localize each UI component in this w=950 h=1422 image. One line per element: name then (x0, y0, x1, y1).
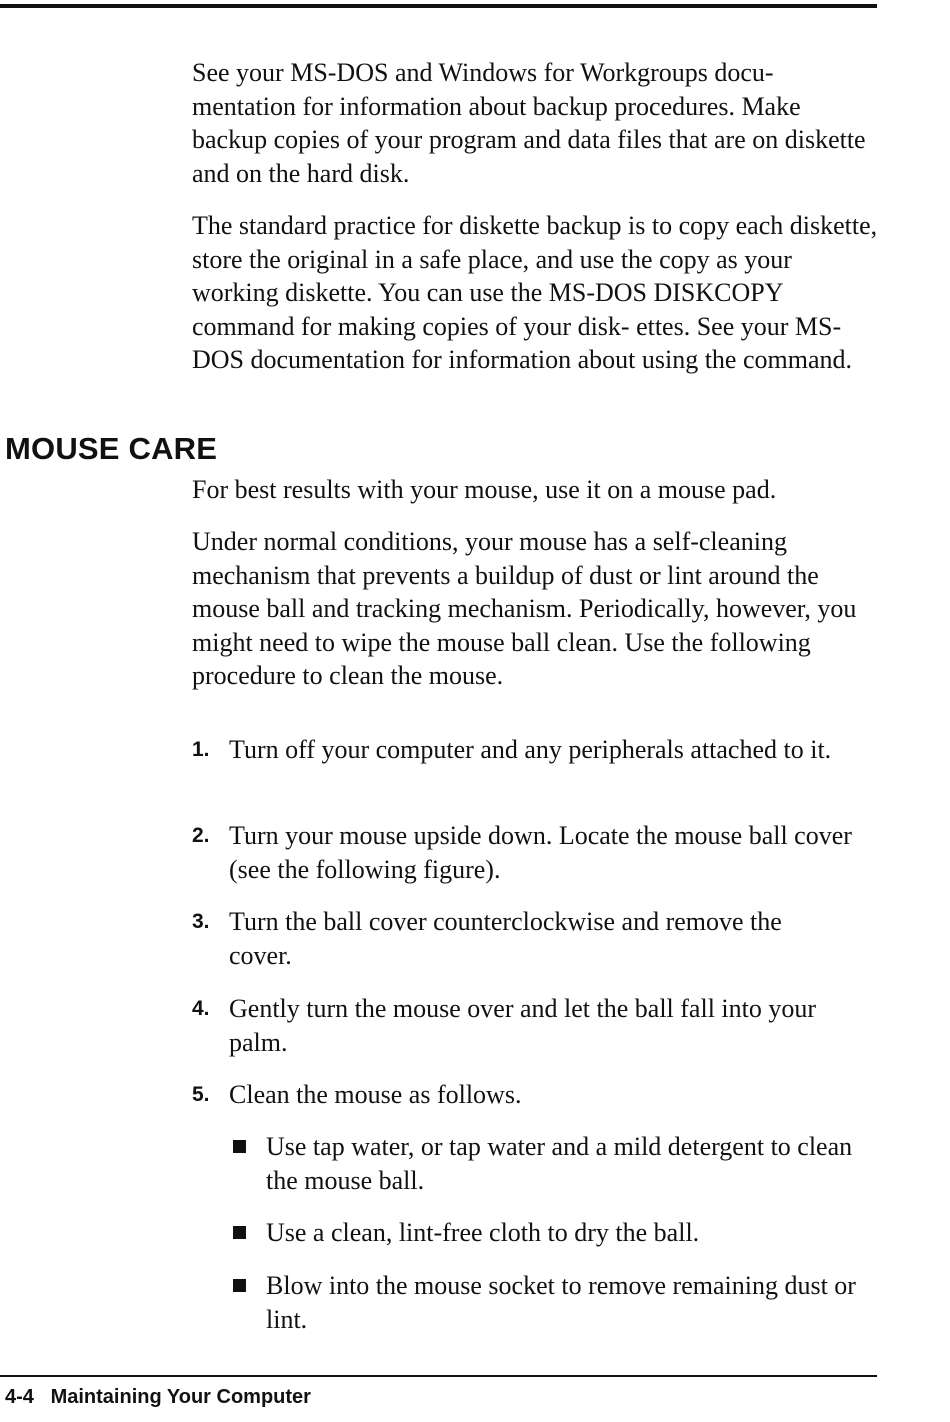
bullet-text: Use a clean, lint-free cloth to dry the ball. (266, 1218, 700, 1247)
step-number: 1. (192, 738, 210, 761)
mouse-care-intro: For best results with your mouse, use it on a mouse pad. (192, 475, 777, 504)
top-rule (0, 4, 877, 8)
step-text: Clean the mouse as follows. (229, 1080, 522, 1109)
page-number: 4-4 (5, 1386, 34, 1408)
step-number: 4. (192, 997, 210, 1020)
bottom-rule (0, 1375, 877, 1377)
chapter-title: Maintaining Your Computer (50, 1386, 311, 1408)
square-bullet-icon (233, 1140, 246, 1153)
step-text: Turn off your computer and any peripherals attached to it. (229, 735, 832, 764)
step-number: 2. (192, 824, 210, 847)
step-text: Turn your mouse upside down. Locate the mouse ball cover (see the following figure). (229, 821, 852, 884)
section-heading-mouse-care: MOUSE CARE (5, 431, 218, 466)
bullet-text: Use tap water, or tap water and a mild detergent to clean the mouse ball. (266, 1132, 853, 1195)
backup-paragraph-2: The standard practice for diskette backup is to copy each diskette, store the original in a safe place, and use the copy as your working diskette. You can use the MS-DOS DISKCOPY command for making copies of your disk- ettes. See your MS-DOS documentation for information about using the command. (192, 211, 878, 375)
mouse-care-paragraph: Under normal conditions, your mouse has a self-cleaning mechanism that prevents a buildup of dust or lint around the mouse ball and tracking mechanism. Periodically, however, you might need to wipe the mouse ball clean. Use the following procedure to clean the mouse. (192, 527, 857, 691)
step-number: 5. (192, 1083, 210, 1106)
step-text: Gently turn the mouse over and let the ball fall into your palm. (229, 994, 817, 1057)
bullet-text: Blow into the mouse socket to remove remaining dust or lint. (266, 1271, 856, 1334)
square-bullet-icon (233, 1226, 246, 1239)
backup-paragraph-1: See your MS-DOS and Windows for Workgroups docu- mentation for information about backup procedures. Make backup copies of your program and data files that are on diskette and on the hard disk. (192, 58, 866, 188)
square-bullet-icon (233, 1279, 246, 1292)
step-text: Turn the ball cover counterclockwise and remove the cover. (229, 907, 782, 970)
step-number: 3. (192, 910, 210, 933)
page-footer (5, 1383, 311, 1411)
